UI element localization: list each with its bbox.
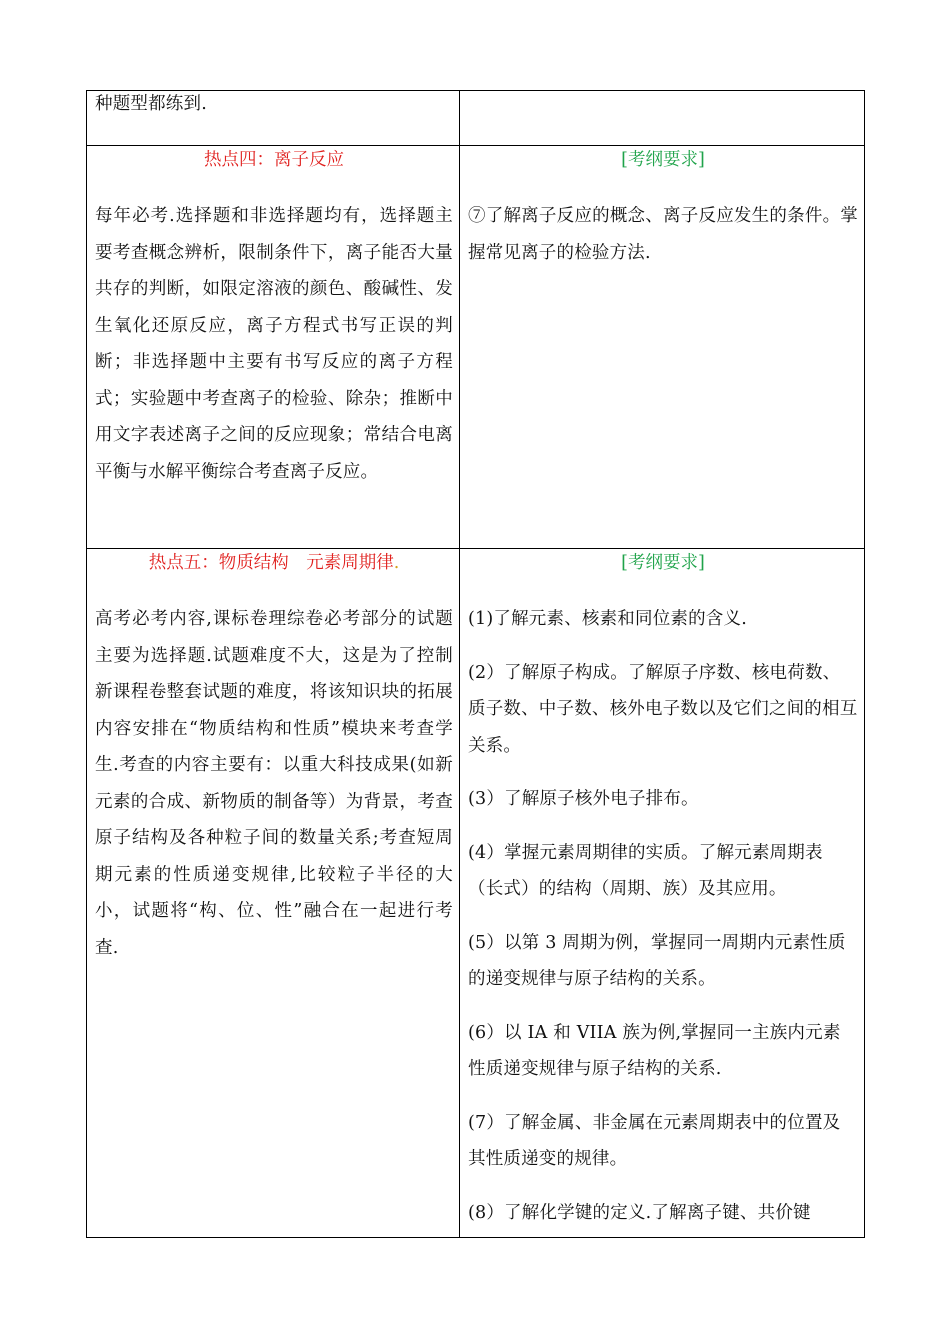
- hotspot4-right-cell: [468, 148, 858, 271]
- requirement-item-7: (7）了解金属、非金属在元素周期表中的位置及其性质递变的规律。: [468, 1112, 841, 1169]
- column-divider-upper: [459, 90, 460, 549]
- hotspot4-left-cell: [95, 148, 453, 490]
- row-divider-upper: [86, 145, 865, 146]
- requirement-item-2: (2）了解原子构成。了解原子序数、核电荷数、质子数、中子数、核外电子数以及它们之间的相互关系。: [468, 662, 858, 756]
- hotspot5-requirements-list: [468, 601, 858, 1231]
- hotspot5-description: 高考必考内容,课标卷理综卷必考部分的试题主要为选择题.试题难度不大，这是为了控制新课程卷整套试题的难度，将该知识块的拓展内容安排在“物质结构和性质”模块来考查学生.考查的内容主要有：以重大科技成果(如新元素的合成、新物质的制备等）为背景，考查原子结构及各种粒子间的数量关系;考查短周期元素的性质递变规律,比较粒子半径的大小，试题将“构、位、性”融合在一起进行考查.: [95, 609, 453, 958]
- requirement-item-6: (6）以 IA 和 VIIA 族为例,掌握同一主族内元素性质递变规律与原子结构的关系.: [468, 1022, 841, 1079]
- requirement-item-8: (8）了解化学键的定义.了解离子键、共价键: [468, 1202, 811, 1223]
- top-row-left-cell: [95, 86, 455, 123]
- requirement-item-1: (1)了解元素、核素和同位素的含义.: [468, 609, 747, 629]
- column-divider-lower: [459, 548, 460, 1238]
- top-row-left-text: 种题型都练到.: [95, 94, 207, 114]
- hotspot4-title: 热点四：离子反应: [204, 150, 344, 170]
- requirement-item-3: (3）了解原子核外电子排布。: [468, 789, 699, 809]
- hotspot5-right-cell: [468, 551, 858, 1231]
- hotspot5-title: 热点五：物质结构 元素周期律: [148, 553, 394, 573]
- hotspot5-left-cell: [95, 551, 453, 966]
- hotspot5-requirement-heading: [考纲要求]: [621, 553, 705, 573]
- hotspot4-requirement-heading: [考纲要求]: [621, 150, 705, 170]
- hotspot4-requirement: ⑦了解离子反应的概念、离子反应发生的条件。掌握常见离子的检验方法.: [468, 206, 858, 263]
- hotspot5-title-trailing: .: [393, 553, 400, 573]
- requirement-item-4: (4）掌握元素周期律的实质。了解元素周期表（长式）的结构（周期、族）及其应用。: [468, 842, 823, 899]
- hotspot5-title-line: [95, 551, 453, 575]
- requirement-item-5: (5）以第 3 周期为例，掌握同一周期内元素性质的递变规律与原子结构的关系。: [468, 932, 846, 989]
- hotspot4-description: 每年必考.选择题和非选择题均有，选择题主要考查概念辨析，限制条件下，离子能否大量共存的判断，如限定溶液的颜色、酸碱性、发生氧化还原反应，离子方程式书写正误的判断；非选择题中主要有书写反应的离子方程式；实验题中考查离子的检验、除杂；推断中用文字表述离子之间的反应现象；常结合电离平衡与水解平衡综合考查离子反应。: [95, 206, 453, 482]
